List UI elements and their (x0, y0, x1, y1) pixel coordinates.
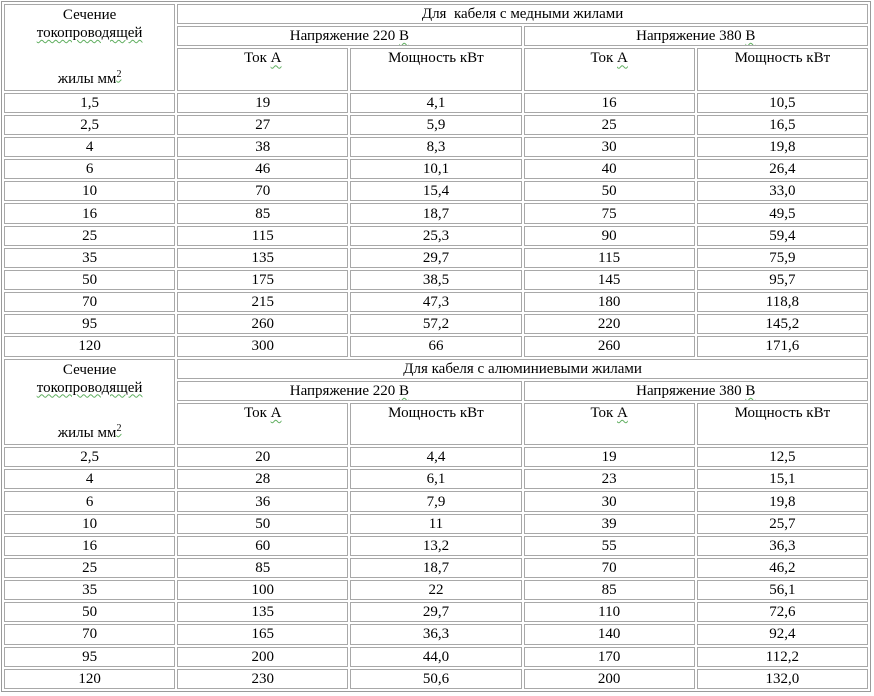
cross-section-cell: 25 (4, 226, 175, 246)
current-380-cell: 75 (524, 203, 695, 223)
table-row (4, 93, 868, 113)
cross-section-cell: 120 (4, 669, 175, 689)
current-220-cell: 36 (177, 491, 348, 511)
current-380-cell: 85 (524, 580, 695, 600)
cross-section-cell: 16 (4, 536, 175, 556)
current-220-cell: 200 (177, 647, 348, 667)
cross-section-header-top (5, 5, 174, 42)
power-380-cell: 33,0 (697, 181, 868, 201)
voltage-220-header-text: Напряжение 220 (289, 28, 399, 45)
power-380-cell: 132,0 (697, 669, 868, 689)
current-220-cell: 165 (177, 624, 348, 644)
table-row (4, 336, 868, 356)
current-220-cell: 60 (177, 536, 348, 556)
power-380-cell: 56,1 (697, 580, 868, 600)
cross-section-cell: 50 (4, 270, 175, 290)
cross-section-header-text (5, 360, 174, 445)
cross-section-header-text (5, 5, 174, 90)
power-220-cell: 57,2 (350, 314, 521, 334)
power-380-cell: 26,4 (697, 159, 868, 179)
table-row (4, 270, 868, 290)
current-220-cell: 46 (177, 159, 348, 179)
power-column-header: Мощность кВт (697, 48, 868, 90)
header-line-1: Сечение (62, 361, 117, 378)
power-220-cell: 5,9 (350, 115, 521, 135)
current-column-header (177, 403, 348, 445)
header-line-3 (5, 424, 174, 444)
current-220-cell: 115 (177, 226, 348, 246)
header-line-3 (5, 70, 174, 90)
current-header-text: Ток (590, 404, 618, 421)
power-380-cell: 10,5 (697, 93, 868, 113)
current-header-text: Ток (244, 50, 271, 67)
cross-section-column-header (4, 359, 175, 446)
section-title: Для кабеля с алюминиевыми жилами (177, 359, 868, 379)
power-220-cell: 44,0 (350, 647, 521, 667)
current-380-cell: 115 (524, 248, 695, 268)
current-380-cell: 180 (524, 292, 695, 312)
cross-section-cell: 10 (4, 514, 175, 534)
power-220-cell: 66 (350, 336, 521, 356)
cross-section-cell: 50 (4, 602, 175, 622)
cross-section-cell: 1,5 (4, 93, 175, 113)
power-220-cell: 38,5 (350, 270, 521, 290)
current-220-cell: 230 (177, 669, 348, 689)
table-row (4, 624, 868, 644)
current-380-cell: 16 (524, 93, 695, 113)
current-220-cell: 135 (177, 248, 348, 268)
power-380-cell: 19,8 (697, 491, 868, 511)
cross-section-cell: 2,5 (4, 115, 175, 135)
power-220-cell: 29,7 (350, 248, 521, 268)
current-220-cell: 85 (177, 558, 348, 578)
cross-section-cell: 35 (4, 248, 175, 268)
cross-section-cell: 6 (4, 491, 175, 511)
current-380-cell: 170 (524, 647, 695, 667)
table-row (4, 447, 868, 467)
current-380-cell: 260 (524, 336, 695, 356)
current-380-cell: 110 (524, 602, 695, 622)
current-header-text: Ток (244, 404, 271, 421)
power-column-header: Мощность кВт (350, 48, 521, 90)
cross-section-cell: 4 (4, 469, 175, 489)
voltage-220-header-flagged: В (399, 382, 410, 399)
table-row (4, 226, 868, 246)
power-380-cell: 171,6 (697, 336, 868, 356)
power-220-cell: 18,7 (350, 558, 521, 578)
table-row (4, 248, 868, 268)
voltage-220-header-text: Напряжение 220 (289, 382, 399, 399)
power-220-cell: 47,3 (350, 292, 521, 312)
power-380-cell: 12,5 (697, 447, 868, 467)
voltage-380-header-flagged: В (745, 28, 756, 45)
table-row (4, 514, 868, 534)
power-380-cell: 112,2 (697, 647, 868, 667)
cross-section-cell: 2,5 (4, 447, 175, 467)
header-line-3-text: жилы мм (57, 425, 117, 442)
voltage-380-header-flagged: В (745, 382, 756, 399)
current-380-cell: 220 (524, 314, 695, 334)
power-380-cell: 46,2 (697, 558, 868, 578)
voltage-220-header (177, 381, 521, 401)
current-column-header (177, 48, 348, 90)
current-header-flagged: А (617, 404, 628, 421)
header-line-2: токопроводящей (36, 379, 143, 396)
cross-section-cell: 35 (4, 580, 175, 600)
power-380-cell: 16,5 (697, 115, 868, 135)
current-column-header (524, 48, 695, 90)
current-220-cell: 300 (177, 336, 348, 356)
table-row (4, 137, 868, 157)
voltage-380-header (524, 26, 868, 46)
table-row (4, 491, 868, 511)
current-220-cell: 27 (177, 115, 348, 135)
cross-section-cell: 70 (4, 292, 175, 312)
current-380-cell: 19 (524, 447, 695, 467)
voltage-380-header-text: Напряжение 380 (636, 382, 746, 399)
current-220-cell: 19 (177, 93, 348, 113)
current-220-cell: 135 (177, 602, 348, 622)
header-line-3-text: жилы мм (57, 70, 117, 87)
table-row (4, 115, 868, 135)
cross-section-cell: 95 (4, 314, 175, 334)
power-220-cell: 50,6 (350, 669, 521, 689)
current-220-cell: 215 (177, 292, 348, 312)
power-380-cell: 15,1 (697, 469, 868, 489)
table-row (4, 159, 868, 179)
table-row (4, 647, 868, 667)
current-380-cell: 200 (524, 669, 695, 689)
current-220-cell: 70 (177, 181, 348, 201)
current-header-flagged: А (270, 404, 282, 421)
squared-superscript: 2 (116, 68, 122, 80)
cable-capacity-table (1, 1, 871, 692)
power-380-cell: 36,3 (697, 536, 868, 556)
power-220-cell: 8,3 (350, 137, 521, 157)
cross-section-cell: 95 (4, 647, 175, 667)
current-220-cell: 100 (177, 580, 348, 600)
power-380-cell: 72,6 (697, 602, 868, 622)
current-380-cell: 23 (524, 469, 695, 489)
current-220-cell: 50 (177, 514, 348, 534)
current-220-cell: 28 (177, 469, 348, 489)
current-380-cell: 50 (524, 181, 695, 201)
power-column-header: Мощность кВт (350, 403, 521, 445)
cross-section-header-top (5, 360, 174, 397)
table-row (4, 558, 868, 578)
power-220-cell: 29,7 (350, 602, 521, 622)
current-380-cell: 30 (524, 491, 695, 511)
cross-section-cell: 6 (4, 159, 175, 179)
power-220-cell: 13,2 (350, 536, 521, 556)
current-220-cell: 260 (177, 314, 348, 334)
voltage-220-header (177, 26, 521, 46)
table-row (4, 580, 868, 600)
current-380-cell: 39 (524, 514, 695, 534)
current-220-cell: 38 (177, 137, 348, 157)
power-220-cell: 25,3 (350, 226, 521, 246)
squared-superscript: 2 (116, 423, 122, 435)
power-220-cell: 6,1 (350, 469, 521, 489)
current-header-text: Ток (590, 50, 618, 67)
power-220-cell: 22 (350, 580, 521, 600)
current-380-cell: 30 (524, 137, 695, 157)
power-220-cell: 15,4 (350, 181, 521, 201)
current-380-cell: 55 (524, 536, 695, 556)
current-column-header (524, 403, 695, 445)
power-220-cell: 18,7 (350, 203, 521, 223)
power-380-cell: 145,2 (697, 314, 868, 334)
voltage-380-header-text: Напряжение 380 (636, 28, 746, 45)
voltage-380-header (524, 381, 868, 401)
current-380-cell: 140 (524, 624, 695, 644)
power-220-cell: 11 (350, 514, 521, 534)
power-column-header: Мощность кВт (697, 403, 868, 445)
table-row (4, 359, 868, 379)
power-220-cell: 4,1 (350, 93, 521, 113)
table-row (4, 314, 868, 334)
power-220-cell: 36,3 (350, 624, 521, 644)
power-380-cell: 92,4 (697, 624, 868, 644)
table-row (4, 4, 868, 24)
current-380-cell: 40 (524, 159, 695, 179)
table-row (4, 181, 868, 201)
current-220-cell: 20 (177, 447, 348, 467)
current-header-flagged: А (617, 50, 628, 67)
power-380-cell: 59,4 (697, 226, 868, 246)
cross-section-cell: 120 (4, 336, 175, 356)
cross-section-cell: 70 (4, 624, 175, 644)
cross-section-cell: 4 (4, 137, 175, 157)
current-220-cell: 85 (177, 203, 348, 223)
header-line-2: токопроводящей (36, 25, 143, 41)
table-row (4, 469, 868, 489)
power-380-cell: 95,7 (697, 270, 868, 290)
power-380-cell: 25,7 (697, 514, 868, 534)
table-row (4, 602, 868, 622)
voltage-220-header-flagged: В (399, 28, 410, 45)
power-380-cell: 75,9 (697, 248, 868, 268)
power-220-cell: 7,9 (350, 491, 521, 511)
cross-section-column-header (4, 4, 175, 91)
cross-section-cell: 25 (4, 558, 175, 578)
current-header-flagged: А (270, 50, 282, 67)
current-380-cell: 145 (524, 270, 695, 290)
current-380-cell: 90 (524, 226, 695, 246)
table-row (4, 292, 868, 312)
power-220-cell: 4,4 (350, 447, 521, 467)
section-title: Для кабеля с медными жилами (177, 4, 868, 24)
table-row (4, 669, 868, 689)
table-row (4, 536, 868, 556)
current-220-cell: 175 (177, 270, 348, 290)
current-380-cell: 70 (524, 558, 695, 578)
power-380-cell: 19,8 (697, 137, 868, 157)
power-220-cell: 10,1 (350, 159, 521, 179)
table-row (4, 203, 868, 223)
cross-section-cell: 10 (4, 181, 175, 201)
current-380-cell: 25 (524, 115, 695, 135)
cross-section-cell: 16 (4, 203, 175, 223)
header-line-1: Сечение (62, 7, 117, 23)
power-380-cell: 49,5 (697, 203, 868, 223)
power-380-cell: 118,8 (697, 292, 868, 312)
